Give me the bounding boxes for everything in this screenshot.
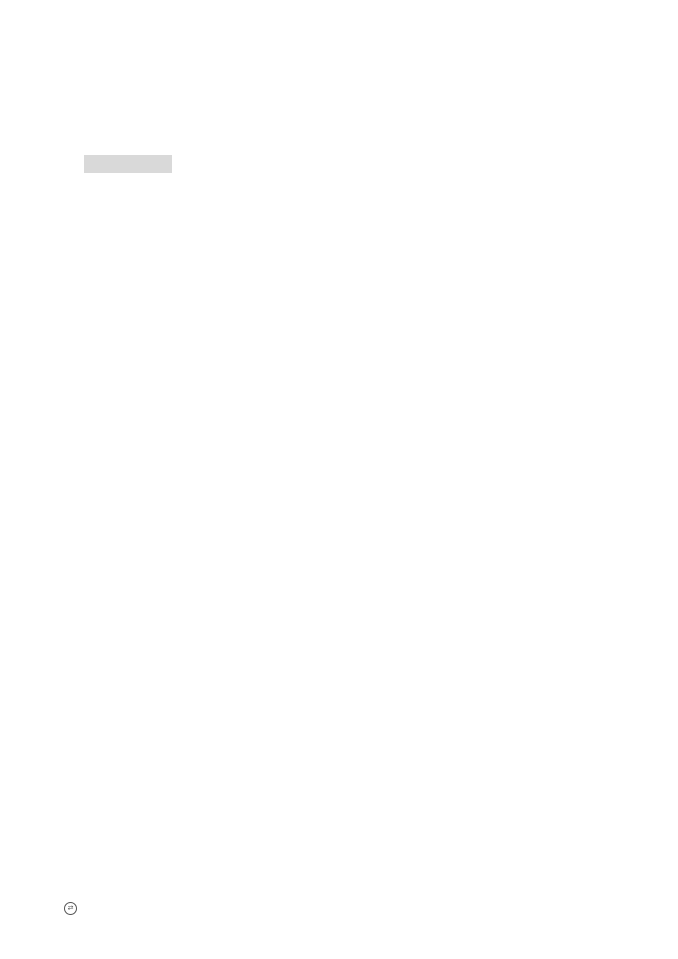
material-row [66,155,638,173]
material-label [84,155,172,173]
dual-installation-icon: ⇄ [64,902,77,915]
page-title [65,62,77,88]
page-subtitle [65,100,77,120]
